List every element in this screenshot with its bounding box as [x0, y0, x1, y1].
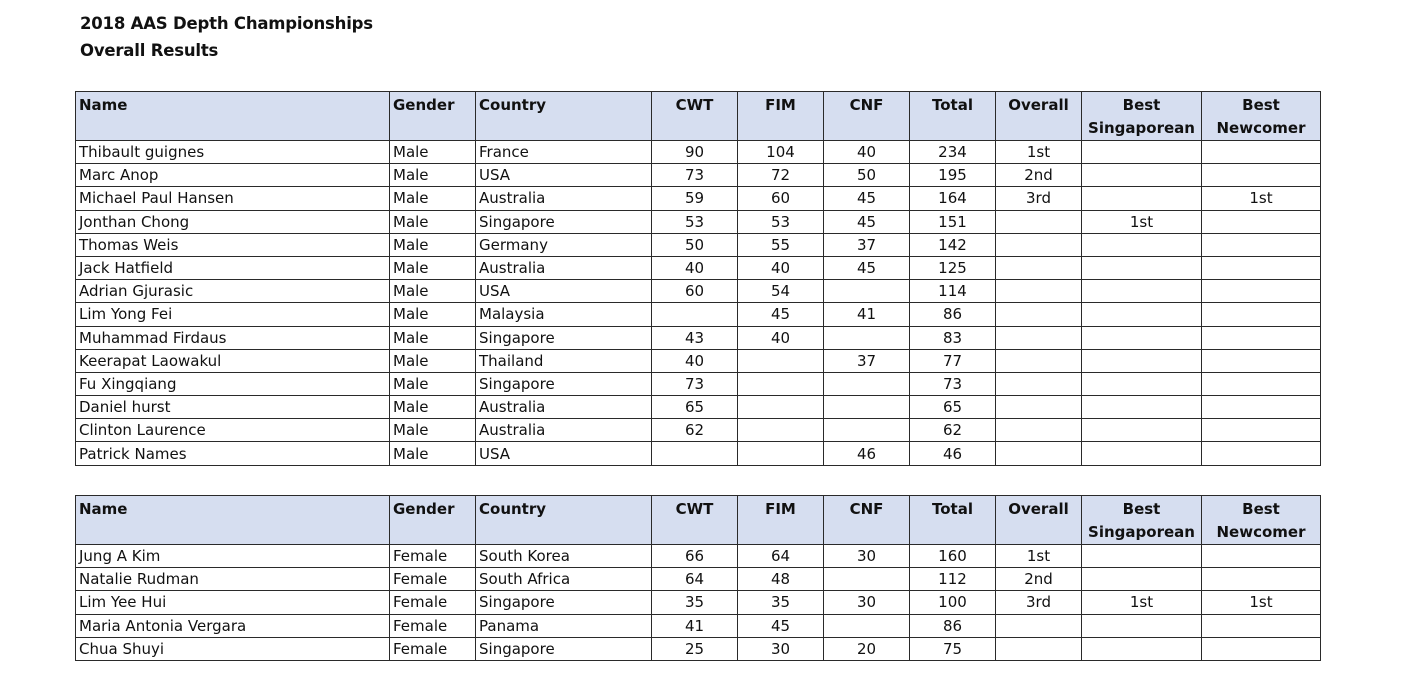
cell-fim: 53 [738, 210, 824, 233]
cell-name: Fu Xingqiang [76, 372, 390, 395]
cell-country: Panama [476, 614, 652, 637]
cell-total: 77 [910, 349, 996, 372]
cell-cnf: 40 [824, 141, 910, 164]
cell-name: Adrian Gjurasic [76, 280, 390, 303]
cell-cwt [652, 303, 738, 326]
cell-gender: Female [390, 568, 476, 591]
cell-cnf [824, 614, 910, 637]
cell-best-newcomer [1202, 141, 1321, 164]
cell-best-singaporean [1082, 637, 1202, 660]
table-row [76, 141, 1321, 164]
cell-overall: 2nd [996, 568, 1082, 591]
cell-overall [996, 637, 1082, 660]
cell-total: 151 [910, 210, 996, 233]
cell-cwt: 59 [652, 187, 738, 210]
cell-gender: Male [390, 396, 476, 419]
cell-best-singaporean: 1st [1082, 591, 1202, 614]
table-row [76, 256, 1321, 279]
column-header-gender: Gender [390, 496, 476, 545]
cell-fim: 55 [738, 233, 824, 256]
cell-total: 125 [910, 256, 996, 279]
cell-cwt: 73 [652, 372, 738, 395]
cell-overall [996, 256, 1082, 279]
column-header-fim: FIM [738, 496, 824, 545]
cell-fim: 35 [738, 591, 824, 614]
cell-total: 75 [910, 637, 996, 660]
cell-fim: 72 [738, 164, 824, 187]
cell-best-singaporean [1082, 372, 1202, 395]
cell-overall: 3rd [996, 187, 1082, 210]
cell-cnf: 41 [824, 303, 910, 326]
cell-cwt [652, 442, 738, 465]
cell-best-newcomer [1202, 545, 1321, 568]
table-row [76, 349, 1321, 372]
cell-cnf: 20 [824, 637, 910, 660]
cell-total: 164 [910, 187, 996, 210]
cell-cwt: 90 [652, 141, 738, 164]
cell-cnf: 50 [824, 164, 910, 187]
cell-total: 86 [910, 614, 996, 637]
cell-country: USA [476, 280, 652, 303]
page-subtitle: Overall Results [80, 41, 219, 60]
cell-name: Jonthan Chong [76, 210, 390, 233]
cell-total: 100 [910, 591, 996, 614]
cell-fim [738, 349, 824, 372]
table-row [76, 372, 1321, 395]
cell-cwt: 65 [652, 396, 738, 419]
header-row [76, 92, 1321, 141]
cell-gender: Male [390, 187, 476, 210]
cell-name: Patrick Names [76, 442, 390, 465]
cell-cwt: 40 [652, 349, 738, 372]
column-header-country: Country [476, 496, 652, 545]
column-header-total: Total [910, 496, 996, 545]
cell-cnf [824, 419, 910, 442]
table-row [76, 187, 1321, 210]
cell-overall [996, 442, 1082, 465]
cell-total: 83 [910, 326, 996, 349]
cell-gender: Male [390, 442, 476, 465]
cell-name: Muhammad Firdaus [76, 326, 390, 349]
column-header-best-newcomer: Best Newcomer [1202, 92, 1321, 141]
cell-name: Thibault guignes [76, 141, 390, 164]
cell-name: Chua Shuyi [76, 637, 390, 660]
cell-best-singaporean [1082, 256, 1202, 279]
cell-overall [996, 396, 1082, 419]
cell-overall [996, 614, 1082, 637]
cell-best-singaporean [1082, 396, 1202, 419]
cell-best-singaporean [1082, 303, 1202, 326]
cell-name: Jack Hatfield [76, 256, 390, 279]
cell-fim: 40 [738, 326, 824, 349]
cell-cwt: 25 [652, 637, 738, 660]
cell-total: 65 [910, 396, 996, 419]
cell-best-singaporean [1082, 187, 1202, 210]
cell-country: Singapore [476, 637, 652, 660]
cell-country: Malaysia [476, 303, 652, 326]
cell-best-newcomer [1202, 372, 1321, 395]
cell-total: 195 [910, 164, 996, 187]
cell-total: 142 [910, 233, 996, 256]
cell-cnf [824, 568, 910, 591]
cell-name: Daniel hurst [76, 396, 390, 419]
cell-best-newcomer: 1st [1202, 591, 1321, 614]
cell-country: South Korea [476, 545, 652, 568]
cell-overall: 3rd [996, 591, 1082, 614]
cell-total: 160 [910, 545, 996, 568]
cell-best-singaporean [1082, 419, 1202, 442]
cell-overall: 1st [996, 545, 1082, 568]
cell-cnf [824, 372, 910, 395]
cell-best-newcomer [1202, 614, 1321, 637]
cell-overall [996, 419, 1082, 442]
cell-cwt: 41 [652, 614, 738, 637]
cell-best-newcomer [1202, 568, 1321, 591]
cell-best-newcomer [1202, 442, 1321, 465]
cell-country: USA [476, 164, 652, 187]
table-row [76, 545, 1321, 568]
cell-best-singaporean [1082, 141, 1202, 164]
table-row [76, 303, 1321, 326]
table-row [76, 568, 1321, 591]
cell-name: Lim Yee Hui [76, 591, 390, 614]
cell-cnf: 45 [824, 187, 910, 210]
cell-name: Keerapat Laowakul [76, 349, 390, 372]
cell-fim [738, 396, 824, 419]
cell-cwt: 40 [652, 256, 738, 279]
column-header-overall: Overall [996, 496, 1082, 545]
cell-name: Thomas Weis [76, 233, 390, 256]
cell-best-newcomer [1202, 303, 1321, 326]
cell-best-newcomer [1202, 233, 1321, 256]
cell-best-singaporean [1082, 326, 1202, 349]
column-header-name: Name [76, 92, 390, 141]
column-header-cwt: CWT [652, 496, 738, 545]
cell-overall [996, 326, 1082, 349]
cell-fim: 48 [738, 568, 824, 591]
cell-gender: Male [390, 164, 476, 187]
cell-gender: Male [390, 326, 476, 349]
cell-country: Singapore [476, 591, 652, 614]
page-title: 2018 AAS Depth Championships [80, 14, 373, 33]
table-row [76, 442, 1321, 465]
cell-gender: Male [390, 256, 476, 279]
column-header-country: Country [476, 92, 652, 141]
female-results-table [75, 495, 1321, 661]
cell-best-singaporean: 1st [1082, 210, 1202, 233]
column-header-fim: FIM [738, 92, 824, 141]
column-header-best-singaporean: Best Singaporean [1082, 92, 1202, 141]
cell-country: Singapore [476, 372, 652, 395]
table-row [76, 637, 1321, 660]
cell-name: Clinton Laurence [76, 419, 390, 442]
cell-fim [738, 419, 824, 442]
cell-country: USA [476, 442, 652, 465]
column-header-best-newcomer: Best Newcomer [1202, 496, 1321, 545]
cell-best-singaporean [1082, 349, 1202, 372]
table-row [76, 210, 1321, 233]
cell-fim: 104 [738, 141, 824, 164]
cell-country: South Africa [476, 568, 652, 591]
cell-fim: 54 [738, 280, 824, 303]
cell-country: Germany [476, 233, 652, 256]
cell-best-newcomer [1202, 396, 1321, 419]
cell-name: Michael Paul Hansen [76, 187, 390, 210]
cell-best-singaporean [1082, 614, 1202, 637]
cell-cnf: 30 [824, 591, 910, 614]
cell-gender: Female [390, 637, 476, 660]
cell-country: Singapore [476, 210, 652, 233]
cell-best-singaporean [1082, 233, 1202, 256]
cell-fim: 60 [738, 187, 824, 210]
cell-cwt: 60 [652, 280, 738, 303]
cell-cwt: 50 [652, 233, 738, 256]
cell-cnf [824, 396, 910, 419]
cell-cnf: 46 [824, 442, 910, 465]
cell-total: 112 [910, 568, 996, 591]
table-row [76, 280, 1321, 303]
cell-total: 234 [910, 141, 996, 164]
cell-overall [996, 280, 1082, 303]
cell-best-newcomer [1202, 210, 1321, 233]
cell-gender: Female [390, 591, 476, 614]
cell-gender: Male [390, 210, 476, 233]
cell-country: Singapore [476, 326, 652, 349]
cell-overall [996, 233, 1082, 256]
cell-total: 86 [910, 303, 996, 326]
table-row [76, 591, 1321, 614]
cell-best-singaporean [1082, 568, 1202, 591]
cell-best-singaporean [1082, 442, 1202, 465]
cell-best-newcomer [1202, 256, 1321, 279]
cell-gender: Male [390, 141, 476, 164]
cell-best-newcomer: 1st [1202, 187, 1321, 210]
cell-gender: Male [390, 233, 476, 256]
column-header-cwt: CWT [652, 92, 738, 141]
table-row [76, 614, 1321, 637]
cell-cwt: 35 [652, 591, 738, 614]
cell-best-newcomer [1202, 349, 1321, 372]
cell-overall [996, 303, 1082, 326]
cell-fim: 64 [738, 545, 824, 568]
cell-overall: 2nd [996, 164, 1082, 187]
cell-best-newcomer [1202, 419, 1321, 442]
cell-country: Thailand [476, 349, 652, 372]
column-header-name: Name [76, 496, 390, 545]
cell-total: 62 [910, 419, 996, 442]
cell-cwt: 66 [652, 545, 738, 568]
cell-fim: 45 [738, 614, 824, 637]
cell-fim [738, 372, 824, 395]
cell-overall [996, 349, 1082, 372]
cell-cnf: 45 [824, 210, 910, 233]
male-results-table [75, 91, 1321, 466]
cell-gender: Male [390, 280, 476, 303]
column-header-gender: Gender [390, 92, 476, 141]
cell-fim: 30 [738, 637, 824, 660]
cell-name: Lim Yong Fei [76, 303, 390, 326]
cell-gender: Male [390, 349, 476, 372]
cell-country: Australia [476, 396, 652, 419]
cell-cwt: 53 [652, 210, 738, 233]
cell-fim [738, 442, 824, 465]
cell-fim: 40 [738, 256, 824, 279]
cell-cnf: 37 [824, 233, 910, 256]
cell-best-newcomer [1202, 280, 1321, 303]
header-row [76, 496, 1321, 545]
cell-best-newcomer [1202, 637, 1321, 660]
cell-fim: 45 [738, 303, 824, 326]
cell-gender: Female [390, 614, 476, 637]
cell-cwt: 62 [652, 419, 738, 442]
column-header-cnf: CNF [824, 496, 910, 545]
cell-cwt: 64 [652, 568, 738, 591]
cell-country: Australia [476, 187, 652, 210]
cell-name: Jung A Kim [76, 545, 390, 568]
cell-total: 73 [910, 372, 996, 395]
cell-overall: 1st [996, 141, 1082, 164]
table-row [76, 396, 1321, 419]
cell-total: 114 [910, 280, 996, 303]
cell-best-newcomer [1202, 326, 1321, 349]
cell-best-singaporean [1082, 545, 1202, 568]
cell-cwt: 73 [652, 164, 738, 187]
cell-gender: Male [390, 419, 476, 442]
cell-overall [996, 372, 1082, 395]
table-row [76, 164, 1321, 187]
cell-gender: Male [390, 303, 476, 326]
cell-country: France [476, 141, 652, 164]
cell-cnf: 30 [824, 545, 910, 568]
column-header-cnf: CNF [824, 92, 910, 141]
cell-total: 46 [910, 442, 996, 465]
table-row [76, 419, 1321, 442]
cell-name: Natalie Rudman [76, 568, 390, 591]
cell-name: Maria Antonia Vergara [76, 614, 390, 637]
column-header-overall: Overall [996, 92, 1082, 141]
column-header-total: Total [910, 92, 996, 141]
cell-gender: Male [390, 372, 476, 395]
cell-overall [996, 210, 1082, 233]
cell-cnf [824, 280, 910, 303]
cell-best-singaporean [1082, 280, 1202, 303]
cell-cnf: 45 [824, 256, 910, 279]
table-row [76, 326, 1321, 349]
table-row [76, 233, 1321, 256]
cell-cwt: 43 [652, 326, 738, 349]
column-header-best-singaporean: Best Singaporean [1082, 496, 1202, 545]
cell-country: Australia [476, 256, 652, 279]
cell-country: Australia [476, 419, 652, 442]
cell-cnf: 37 [824, 349, 910, 372]
cell-best-newcomer [1202, 164, 1321, 187]
cell-best-singaporean [1082, 164, 1202, 187]
cell-cnf [824, 326, 910, 349]
cell-gender: Female [390, 545, 476, 568]
cell-name: Marc Anop [76, 164, 390, 187]
